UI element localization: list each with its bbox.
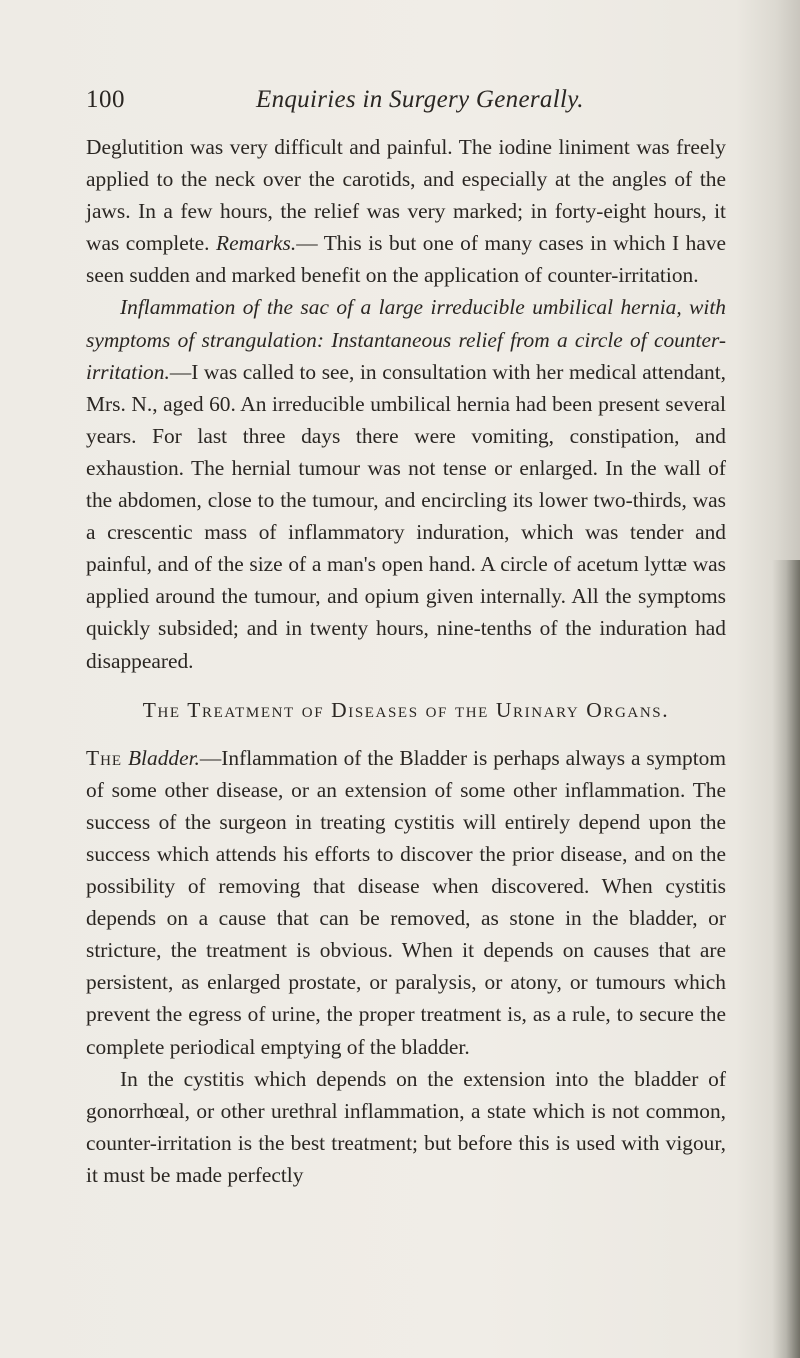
page-edge-shadow — [772, 560, 800, 1358]
case-title: Inflammation of the sac of a large irreducible umbilical hernia, with symptoms of strangulation: Instantaneous relief from a circle of counter-irritation. — [86, 295, 726, 384]
running-head: Enquiries in Surgery Generally. — [256, 86, 584, 113]
remarks-text: — This is but one of many cases in which I have seen sudden and marked benefit on the application of counter-irritation. — [86, 231, 727, 288]
paragraph-bladder — [86, 742, 726, 1063]
paragraph-cystitis: In the cystitis which depends on the extension into the bladder of gonorrhœal, or other urethral inflammation, a state which is not common, counter-irritation is the best treatment; but before this is used with vigour, it must be made perfectly — [86, 1066, 726, 1187]
paragraph-hernia-case — [86, 291, 726, 676]
paragraph-deglutition-text: Deglutition was very difficult and painful. The iodine liniment was freely applied to the neck over the carotids, and especially at the angles of the jaws. In a few hours, the relief was very marked; in forty-eight hours, it was complete. — [86, 135, 726, 256]
page-header — [86, 86, 726, 116]
paragraph-deglutition — [86, 131, 726, 291]
body-text — [86, 131, 726, 1191]
case-text: —I was called to see, in consultation with her medical attendant, Mrs. N., aged 60. An irreducible umbilical hernia had been present several years. For last three days there were vomiting, constipation, and exhaustion. The hernial tumour was not tense or enlarged. In the wall of the abdomen, close to the tumour, and encircling its lower two-thirds, was a crescentic mass of inflammatory induration, which was tender and painful, and of the size of a man's open hand. A circle of acetum lyttæ was applied around the tumour, and opium given internally. All the symptoms quickly subsided; and in twenty hours, nine-tenths of the induration had disappeared. — [86, 359, 726, 673]
page-number: 100 — [86, 86, 125, 113]
section-heading: The Treatment of Diseases of the Urinary Organs. — [142, 697, 670, 722]
remarks-label: Remarks. — [216, 231, 297, 256]
bladder-subject: Bladder. — [127, 745, 200, 770]
bladder-text: —Inflammation of the Bladder is perhaps always a symptom of some other disease, or an extension of some other inflammation. The success of the surgeon in treating cystitis will entirely depend upon the success which attends his efforts to discover the prior disease, and on the possibility of removing that disease when discovered. When cystitis depends on a cause that can be removed, as stone in the bladder, or stricture, the treatment is obvious. When it depends on causes that are persistent, as enlarged prostate, or paralysis, or atony, or tumours which prevent the egress of urine, the proper treatment is, as a rule, to secure the complete periodical emptying of the bladder. — [86, 745, 726, 1059]
bladder-lead: The — [86, 745, 123, 770]
